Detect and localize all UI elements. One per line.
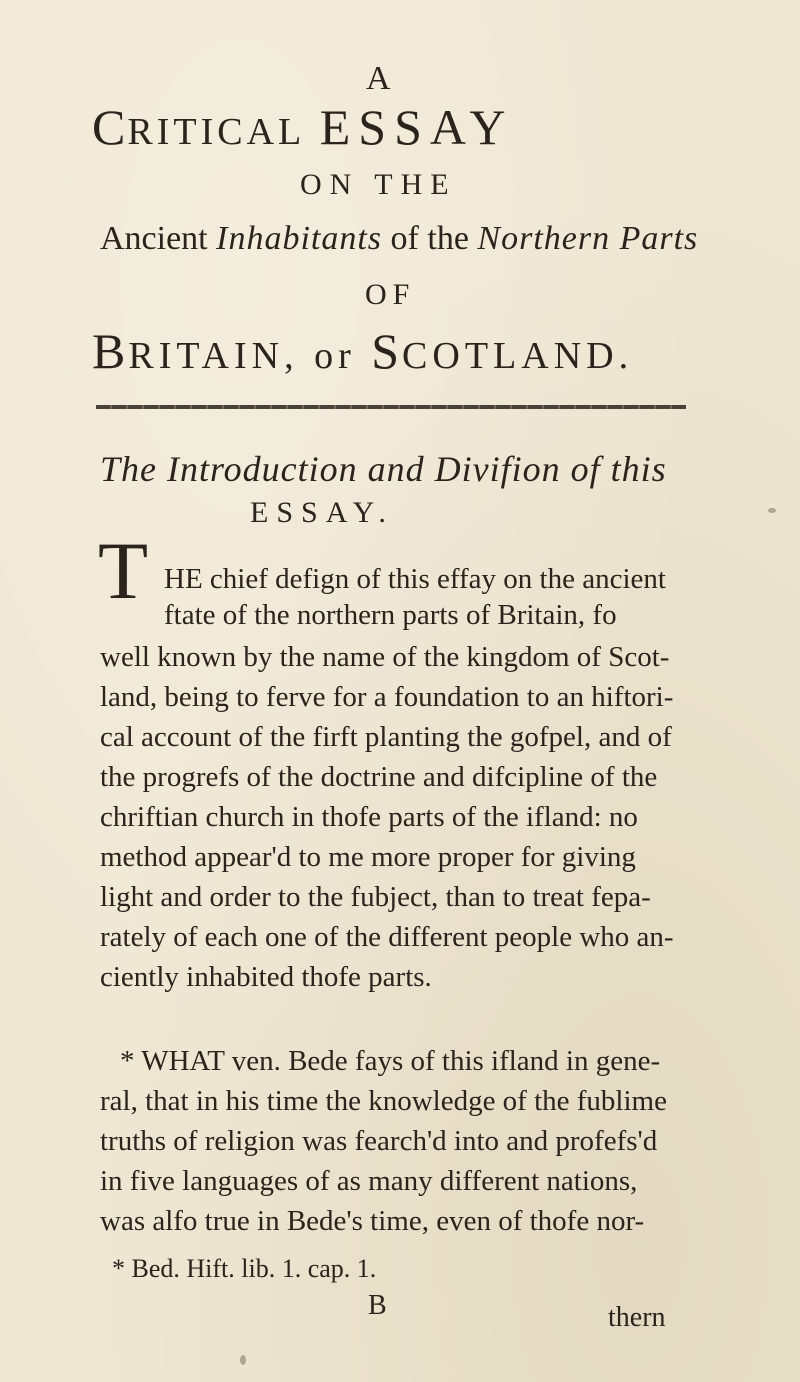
paragraph1-line: the progrefs of the doctrine and difcipline of the — [100, 761, 658, 793]
signature-mark: B — [368, 1290, 387, 1321]
title-of-the: of the — [390, 220, 469, 257]
title-essay: ESSAY — [319, 99, 514, 155]
paragraph1-line: ftate of the northern parts of Britain, fo — [164, 599, 617, 631]
section-heading-essay: ESSAY. — [250, 496, 394, 529]
paragraph2-line: was alfo true in Bede's time, even of thofe nor- — [100, 1205, 645, 1237]
title-on-the: ON THE — [300, 168, 457, 201]
paragraph2-line: in five languages of as many different nations, — [100, 1165, 638, 1197]
title-critical-initial: C — [92, 99, 128, 155]
title-britain-rest: RITAIN, — [128, 335, 299, 377]
ink-speck — [240, 1355, 246, 1365]
paragraph2-line: ral, that in his time the knowledge of the fublime — [100, 1085, 667, 1117]
title-of: OF — [365, 278, 416, 311]
title-critical-essay — [92, 98, 514, 156]
title-article: A — [366, 60, 392, 97]
title-scotland-initial: S — [371, 323, 403, 379]
title-ancient-word: Ancient — [100, 220, 208, 257]
drop-cap: T — [98, 525, 149, 616]
paragraph1-line: land, being to ferve for a foundation to an hiftori- — [100, 681, 674, 713]
section-heading: The Introduction and Divifion of this — [100, 449, 667, 489]
paragraph1-line: cal account of the firft planting the gofpel, and of — [100, 721, 672, 753]
paragraph2-line: * WHAT ven. Bede fays of this ifland in gene- — [120, 1045, 661, 1077]
title-britain-scotland — [92, 322, 633, 380]
footnote: * Bed. Hift. lib. 1. cap. 1. — [112, 1254, 377, 1283]
paragraph1-line: chriftian church in thofe parts of the ifland: no — [100, 801, 638, 833]
paragraph1-line: light and order to the fubject, than to treat fepa- — [100, 881, 651, 913]
paragraph2-line: truths of religion was fearch'd into and profefs'd — [100, 1125, 658, 1157]
paragraph1-line: HE chief defign of this effay on the ancient — [164, 563, 666, 595]
title-or: or — [314, 335, 356, 377]
ink-speck — [768, 508, 776, 513]
title-inhabitants-word: Inhabitants — [216, 220, 383, 257]
title-ancient-inhabitants — [100, 220, 698, 258]
paragraph1-line: method appear'd to me more proper for giving — [100, 841, 636, 873]
paragraph1-line: ciently inhabited thofe parts. — [100, 961, 432, 993]
catchword: thern — [608, 1302, 666, 1333]
title-scotland-rest: COTLAND. — [402, 335, 634, 377]
paragraph1-line: well known by the name of the kingdom of Scot- — [100, 641, 670, 673]
title-britain-initial: B — [92, 323, 129, 379]
title-northern-parts: Northern Parts — [477, 220, 699, 257]
paragraph1-line: rately of each one of the different people who an- — [100, 921, 674, 953]
title-critical-rest: RITICAL — [127, 111, 306, 153]
ornamental-rule — [96, 405, 686, 409]
